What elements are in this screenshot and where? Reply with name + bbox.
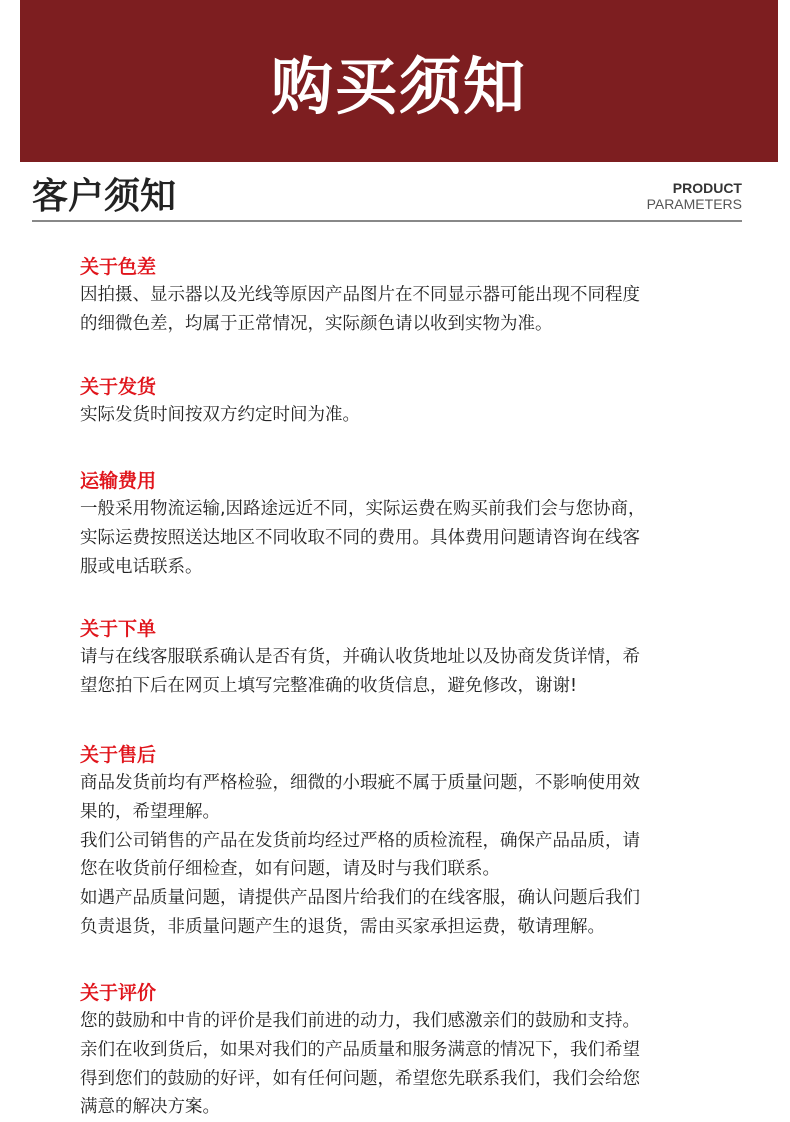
notice-section: [80, 254, 720, 339]
section-text-line: 如遇产品质量问题，请提供产品图片给我们的在线客服，确认问题后我们: [80, 888, 640, 909]
section-text-line: 请与在线客服联系确认是否有货，并确认收货地址以及协商发货详情，希: [80, 647, 640, 667]
section-text-line: 一般采用物流运输,因路途远近不同，实际运费在购买前我们会与您协商，: [80, 499, 646, 519]
section-text-line: 满意的解决方案。: [80, 1097, 220, 1118]
section-heading: 客户须知: [32, 176, 177, 217]
section-title: 关于色差: [80, 256, 157, 278]
english-label-line1: PRODUCT: [672, 180, 742, 196]
section-text-line: 您的鼓励和中肯的评价是我们前进的动力，我们感激亲们的鼓励和支持。: [80, 1011, 640, 1031]
section-title: 关于发货: [80, 376, 157, 398]
banner: [20, 0, 778, 162]
section-title: 关于评价: [80, 982, 157, 1004]
section-text-line: 商品发货前均有严格检验，细微的小瑕疵不属于质量问题，不影响使用效: [80, 773, 640, 793]
section-text-line: 服或电话联系。: [80, 556, 203, 577]
section-text-line: 我们公司销售的产品在发货前均经过严格的质检流程，确保产品品质，请: [80, 830, 640, 851]
section-text-line: 得到您们的鼓励的好评，如有任何问题，希望您先联系我们，我们会给您: [80, 1068, 640, 1089]
section-title: 关于售后: [80, 744, 157, 766]
divider: [32, 220, 742, 222]
section-text-line: 的细微色差，均属于正常情况，实际颜色请以收到实物为准。: [80, 313, 553, 334]
english-label-line2: PARAMETERS: [646, 196, 742, 212]
notice-section: [80, 616, 720, 701]
notice-section: [80, 374, 720, 430]
section-text-line: 负责退货，非质量问题产生的退货，需由买家承担运费，敬请理解。: [80, 916, 605, 937]
english-label: [642, 180, 742, 212]
banner-title: 购买须知: [270, 49, 527, 123]
section-text-line: 亲们在收到货后，如果对我们的产品质量和服务满意的情况下，我们希望: [80, 1039, 640, 1060]
section-text-line: 实际运费按照送达地区不同收取不同的费用。具体费用问题请咨询在线客: [80, 527, 640, 548]
section-text-line: 望您拍下后在网页上填写完整准确的收货信息，避免修改，谢谢!: [80, 675, 578, 696]
section-text-line: 因拍摄、显示器以及光线等原因产品图片在不同显示器可能出现不同程度: [80, 285, 640, 305]
section-title: 运输费用: [80, 470, 157, 492]
notice-section: [80, 980, 720, 1122]
notice-section: [80, 468, 720, 581]
section-text-line: 实际发货时间按双方约定时间为准。: [80, 405, 360, 425]
section-title: 关于下单: [80, 618, 157, 640]
section-text-line: 您在收货前仔细检查，如有问题，请及时与我们联系。: [80, 859, 500, 880]
section-text-line: 果的，希望理解。: [80, 801, 220, 822]
notice-section: [80, 742, 720, 942]
